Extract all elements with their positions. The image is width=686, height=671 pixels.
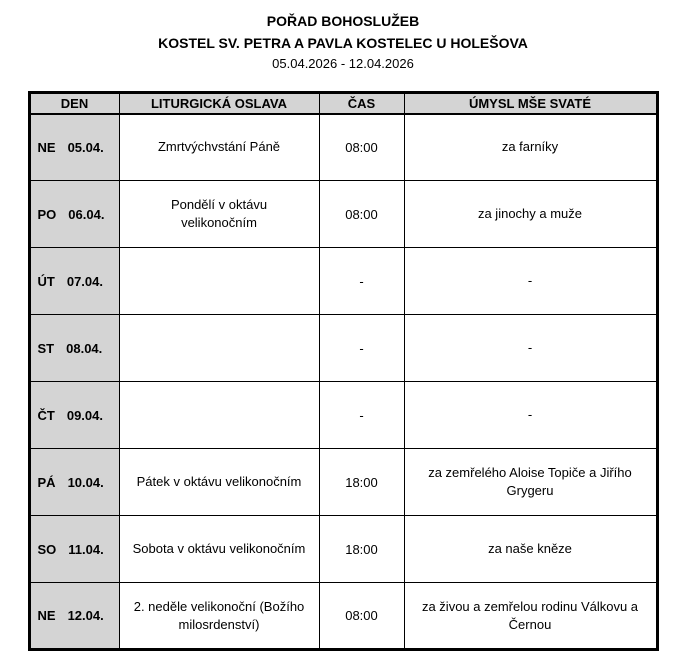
day-abbr: NE [37,608,56,624]
day-abbr: ČT [37,407,55,423]
column-header-liturgicka-oslava: LITURGICKÁ OSLAVA [119,92,319,114]
header-row [29,92,657,114]
page-subtitle: KOSTEL SV. PETRA A PAVLA KOSTELEC U HOLEŠOVA [158,34,528,51]
table-row [29,516,657,583]
celebration-cell [119,382,319,449]
column-header-cas: ČAS [319,92,404,114]
table-header [29,92,657,114]
time-cell: 18:00 [319,449,404,516]
day-cell [29,382,119,449]
day-cell [29,516,119,583]
day-abbr: ST [37,340,55,356]
table-row [29,114,657,181]
intention-cell: za jinochy a muže [404,181,657,248]
day-cell [29,583,119,650]
date-range: 05.04.2026 - 12.04.2026 [272,56,414,72]
time-cell: - [319,315,404,382]
document-header [0,0,686,75]
celebration-cell: Sobota v oktávu velikonočním [119,516,319,583]
day-cell [29,315,119,382]
day-date: 06.04. [68,206,105,222]
column-header-umysl: ÚMYSL MŠE SVATÉ [404,92,657,114]
celebration-cell: Pondělí v oktávu velikonočním [119,181,319,248]
day-cell [29,114,119,181]
column-header-den: DEN [29,92,119,114]
time-cell: 08:00 [319,181,404,248]
time-cell: 08:00 [319,583,404,650]
day-date: 10.04. [67,474,104,490]
day-date: 08.04. [66,340,103,356]
intention-cell: za zemřelého Aloise Topiče a Jiřího Grygeru [404,449,657,516]
day-cell [29,181,119,248]
day-date: 09.04. [66,407,103,423]
table-row [29,583,657,650]
intention-cell: - [404,382,657,449]
day-abbr: SO [37,541,57,557]
intention-cell: za živou a zemřelou rodinu Válkovu a Černou [404,583,657,650]
celebration-cell [119,315,319,382]
day-cell [29,449,119,516]
table-body [29,114,657,650]
celebration-cell [119,248,319,315]
day-abbr: PO [37,206,57,222]
time-cell: 18:00 [319,516,404,583]
day-date: 05.04. [67,139,104,155]
table-row [29,248,657,315]
celebration-cell: Zmrtvýchvstání Páně [119,114,319,181]
table-row [29,382,657,449]
day-date: 07.04. [66,273,103,289]
intention-cell: za farníky [404,114,657,181]
day-abbr: NE [37,139,56,155]
day-cell [29,248,119,315]
intention-cell: - [404,248,657,315]
table-row [29,449,657,516]
time-cell: - [319,382,404,449]
celebration-cell: 2. neděle velikonoční (Božího milosrdenství) [119,583,319,650]
day-abbr: PÁ [37,474,56,490]
day-abbr: ÚT [37,273,55,289]
time-cell: 08:00 [319,114,404,181]
intention-cell: za naše kněze [404,516,657,583]
celebration-cell: Pátek v oktávu velikonočním [119,449,319,516]
table-row [29,181,657,248]
day-date: 12.04. [67,608,104,624]
time-cell: - [319,248,404,315]
page-title: POŘAD BOHOSLUŽEB [266,13,420,29]
table-row [29,315,657,382]
intention-cell: - [404,315,657,382]
day-date: 11.04. [68,541,104,557]
schedule-table [28,91,659,652]
